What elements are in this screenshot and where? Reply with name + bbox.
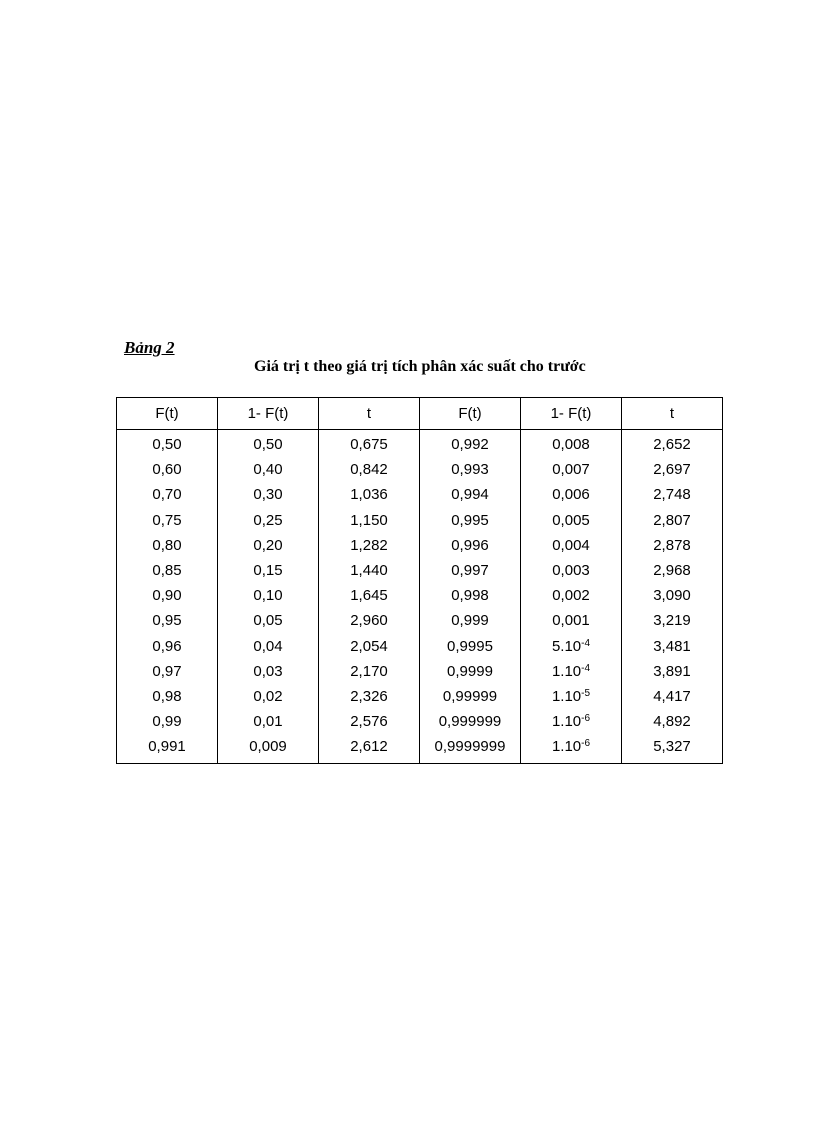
table-cell: 0,675 bbox=[319, 430, 420, 458]
table-title: Giá trị t theo giá trị tích phân xác suất cho trước bbox=[254, 358, 586, 375]
cell-value-base: 1.10 bbox=[551, 687, 582, 705]
table-cell: 0,04 bbox=[218, 634, 319, 659]
cell-value-base: 0,006 bbox=[552, 486, 590, 504]
cell-value-exponent: -6 bbox=[581, 738, 591, 750]
table-cell: 0,95 bbox=[117, 608, 218, 633]
cell-value-exponent: -6 bbox=[581, 713, 591, 725]
table-cell: 2,652 bbox=[622, 430, 723, 458]
table-cell: 0,80 bbox=[117, 533, 218, 558]
table-row bbox=[117, 659, 723, 684]
table-cell: 2,170 bbox=[319, 659, 420, 684]
table-cell: 3,481 bbox=[622, 634, 723, 659]
table-row bbox=[117, 457, 723, 482]
table-cell: 0,70 bbox=[117, 482, 218, 507]
header-cell-one-minus-f-t-2: 1- F(t) bbox=[521, 398, 622, 430]
table-cell: 4,892 bbox=[622, 709, 723, 734]
table-cell bbox=[521, 634, 622, 659]
table-row bbox=[117, 508, 723, 533]
table-row bbox=[117, 583, 723, 608]
table-cell: 0,9995 bbox=[420, 634, 521, 659]
table-cell bbox=[521, 684, 622, 709]
table-cell bbox=[521, 659, 622, 684]
table-cell: 2,697 bbox=[622, 457, 723, 482]
cell-value-base: 1.10 bbox=[551, 662, 582, 680]
table-cell: 0,05 bbox=[218, 608, 319, 633]
header-cell-t-2: t bbox=[622, 398, 723, 430]
table-cell: 0,50 bbox=[218, 430, 319, 458]
table-cell: 0,50 bbox=[117, 430, 218, 458]
table-header bbox=[117, 398, 723, 430]
values-table bbox=[116, 397, 723, 764]
table-cell: 2,576 bbox=[319, 709, 420, 734]
table-cell bbox=[521, 734, 622, 764]
table-cell bbox=[521, 558, 622, 583]
table-body bbox=[117, 430, 723, 764]
table-cell: 0,40 bbox=[218, 457, 319, 482]
cell-value-base: 0,002 bbox=[552, 587, 590, 605]
table-cell: 0,999999 bbox=[420, 709, 521, 734]
table-cell: 3,219 bbox=[622, 608, 723, 633]
cell-value-base: 0,004 bbox=[552, 536, 590, 554]
table-cell bbox=[521, 430, 622, 458]
table-cell: 0,996 bbox=[420, 533, 521, 558]
table-cell: 0,20 bbox=[218, 533, 319, 558]
table-cell: 0,10 bbox=[218, 583, 319, 608]
table-cell: 2,968 bbox=[622, 558, 723, 583]
table-cell: 0,998 bbox=[420, 583, 521, 608]
cell-value-base: 0,001 bbox=[552, 612, 590, 630]
table-cell: 3,891 bbox=[622, 659, 723, 684]
header-cell-f-t-1: F(t) bbox=[117, 398, 218, 430]
table-cell: 2,807 bbox=[622, 508, 723, 533]
table-cell: 0,75 bbox=[117, 508, 218, 533]
table-cell: 2,054 bbox=[319, 634, 420, 659]
cell-value-base: 0,008 bbox=[552, 436, 590, 454]
header-cell-t-1: t bbox=[319, 398, 420, 430]
table-cell: 4,417 bbox=[622, 684, 723, 709]
table-cell: 0,60 bbox=[117, 457, 218, 482]
header-cell-one-minus-f-t-1: 1- F(t) bbox=[218, 398, 319, 430]
table-label: Bảng 2 bbox=[124, 338, 175, 357]
table-cell bbox=[521, 482, 622, 507]
table-cell: 0,85 bbox=[117, 558, 218, 583]
table-cell bbox=[521, 508, 622, 533]
table-cell: 0,9999 bbox=[420, 659, 521, 684]
header-cell-f-t-2: F(t) bbox=[420, 398, 521, 430]
table-cell: 0,96 bbox=[117, 634, 218, 659]
table-cell: 0,30 bbox=[218, 482, 319, 507]
table-cell: 0,9999999 bbox=[420, 734, 521, 764]
cell-value-exponent: -5 bbox=[581, 687, 591, 699]
cell-value-base: 0,005 bbox=[552, 511, 590, 529]
table-cell: 1,036 bbox=[319, 482, 420, 507]
header-row bbox=[117, 398, 723, 430]
table-cell bbox=[521, 709, 622, 734]
table-cell: 2,960 bbox=[319, 608, 420, 633]
table-cell: 0,009 bbox=[218, 734, 319, 764]
table-cell: 1,282 bbox=[319, 533, 420, 558]
table-cell: 0,999 bbox=[420, 608, 521, 633]
table-cell: 2,326 bbox=[319, 684, 420, 709]
cell-value-base: 0,007 bbox=[552, 461, 590, 479]
table-row bbox=[117, 684, 723, 709]
table-cell: 0,99999 bbox=[420, 684, 521, 709]
table-cell: 3,090 bbox=[622, 583, 723, 608]
table-row bbox=[117, 430, 723, 458]
table-cell: 0,25 bbox=[218, 508, 319, 533]
table-cell: 0,994 bbox=[420, 482, 521, 507]
table-cell: 0,98 bbox=[117, 684, 218, 709]
table-cell: 2,748 bbox=[622, 482, 723, 507]
table-cell bbox=[521, 608, 622, 633]
table-cell: 1,440 bbox=[319, 558, 420, 583]
table-cell: 0,995 bbox=[420, 508, 521, 533]
table-cell: 0,993 bbox=[420, 457, 521, 482]
table-cell: 0,90 bbox=[117, 583, 218, 608]
table-cell bbox=[521, 583, 622, 608]
table-cell: 0,991 bbox=[117, 734, 218, 764]
table-cell: 0,02 bbox=[218, 684, 319, 709]
cell-value-base: 5.10 bbox=[551, 637, 582, 655]
table-row bbox=[117, 482, 723, 507]
table-cell: 0,01 bbox=[218, 709, 319, 734]
table-cell: 0,997 bbox=[420, 558, 521, 583]
table-cell: 1,150 bbox=[319, 508, 420, 533]
table-cell: 0,842 bbox=[319, 457, 420, 482]
table-row bbox=[117, 533, 723, 558]
table-cell: 0,03 bbox=[218, 659, 319, 684]
table-cell: 1,645 bbox=[319, 583, 420, 608]
table-cell: 0,992 bbox=[420, 430, 521, 458]
table-cell: 0,15 bbox=[218, 558, 319, 583]
table-row bbox=[117, 608, 723, 633]
table-cell bbox=[521, 457, 622, 482]
cell-value-exponent: -4 bbox=[581, 662, 591, 674]
cell-value-base: 1.10 bbox=[551, 713, 582, 731]
cell-value-exponent: -4 bbox=[581, 637, 591, 649]
cell-value-base: 1.10 bbox=[551, 738, 582, 756]
table-row bbox=[117, 709, 723, 734]
table-cell: 0,99 bbox=[117, 709, 218, 734]
table-cell: 0,97 bbox=[117, 659, 218, 684]
cell-value-base: 0,003 bbox=[552, 562, 590, 580]
table-row bbox=[117, 634, 723, 659]
table-cell: 2,878 bbox=[622, 533, 723, 558]
table-row bbox=[117, 734, 723, 764]
table-row bbox=[117, 558, 723, 583]
table-cell: 5,327 bbox=[622, 734, 723, 764]
table-cell: 2,612 bbox=[319, 734, 420, 764]
table-cell bbox=[521, 533, 622, 558]
